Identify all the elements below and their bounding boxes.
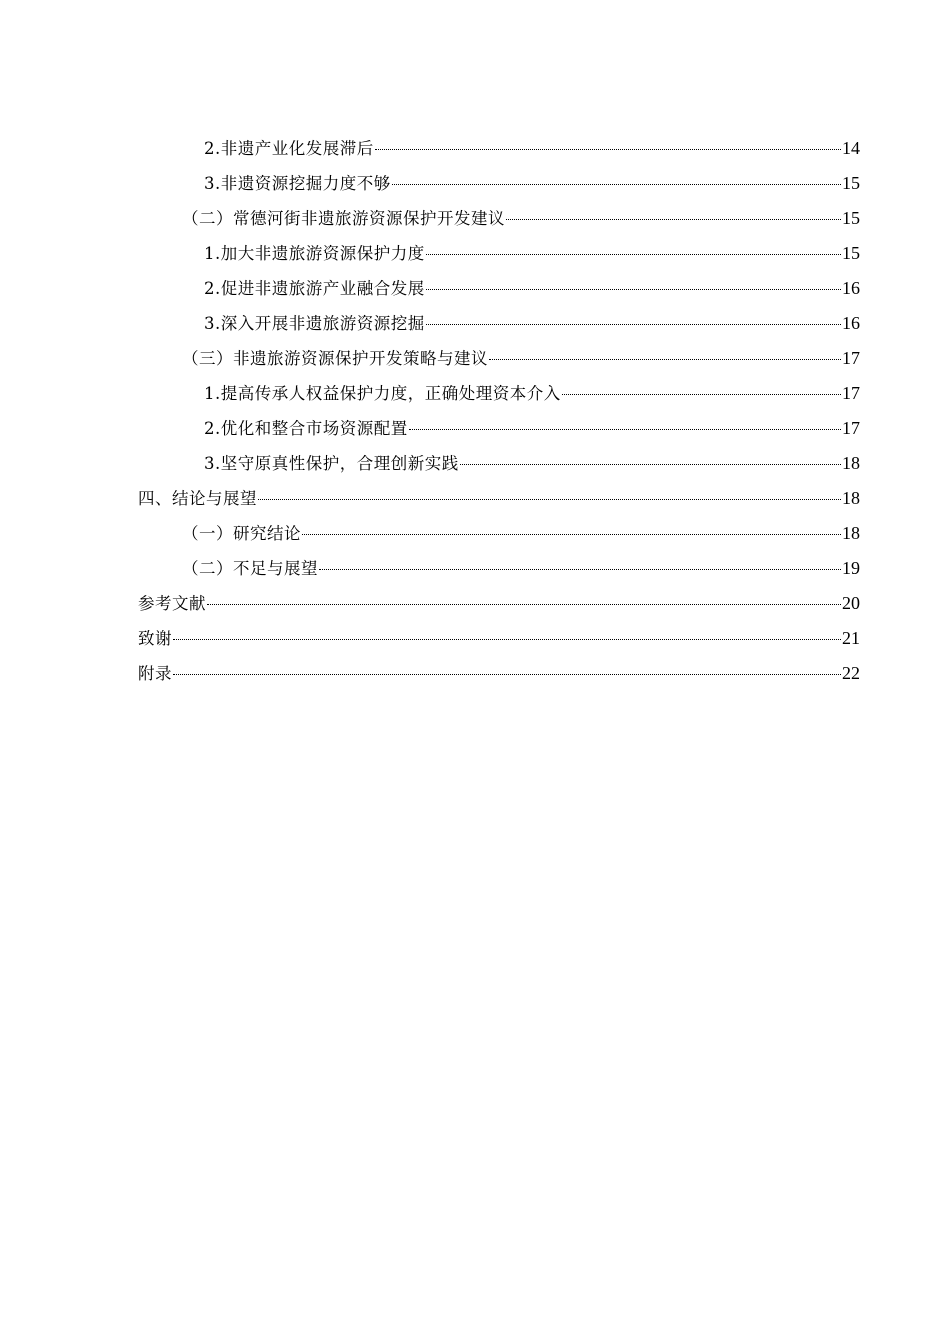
toc-entry[interactable]	[138, 166, 860, 201]
dot-leader	[562, 394, 841, 395]
toc-entry[interactable]	[138, 341, 860, 376]
toc-page-number: 14	[842, 138, 860, 158]
toc-entry-label: 3.非遗资源挖掘力度不够	[204, 174, 391, 193]
toc-page-number: 18	[842, 453, 860, 473]
toc-page-number: 22	[842, 663, 860, 683]
dot-leader	[258, 499, 841, 500]
toc-entry[interactable]	[138, 586, 860, 621]
toc-entry-label: 2.促进非遗旅游产业融合发展	[204, 279, 425, 298]
toc-entry[interactable]	[138, 376, 860, 411]
table-of-contents	[138, 131, 860, 691]
toc-entry[interactable]	[138, 656, 860, 691]
dot-leader	[489, 359, 841, 360]
toc-entry[interactable]	[138, 516, 860, 551]
toc-entry-label: 四、结论与展望	[138, 489, 257, 508]
toc-page-number: 16	[842, 313, 860, 333]
dot-leader	[506, 219, 841, 220]
dot-leader	[460, 464, 841, 465]
toc-entry-label: （二）常德河街非遗旅游资源保护开发建议	[182, 209, 505, 228]
dot-leader	[375, 149, 841, 150]
toc-page-number: 17	[842, 348, 860, 368]
toc-entry[interactable]	[138, 271, 860, 306]
dot-leader	[173, 674, 841, 675]
toc-page-number: 16	[842, 278, 860, 298]
toc-page-number: 15	[842, 173, 860, 193]
toc-page-number: 18	[842, 488, 860, 508]
toc-page-number: 19	[842, 558, 860, 578]
toc-entry[interactable]	[138, 201, 860, 236]
toc-entry[interactable]	[138, 306, 860, 341]
toc-entry-label: （二）不足与展望	[182, 559, 318, 578]
toc-entry-label: 附录	[138, 664, 172, 683]
toc-entry-label: 3.深入开展非遗旅游资源挖掘	[204, 314, 425, 333]
toc-entry-label: 1.提高传承人权益保护力度，正确处理资本介入	[204, 384, 561, 403]
toc-entry[interactable]	[138, 411, 860, 446]
toc-page-number: 17	[842, 383, 860, 403]
toc-page-number: 17	[842, 418, 860, 438]
dot-leader	[173, 639, 841, 640]
dot-leader	[319, 569, 841, 570]
toc-entry[interactable]	[138, 551, 860, 586]
toc-page-number: 15	[842, 243, 860, 263]
toc-entry-label: 2.非遗产业化发展滞后	[204, 139, 374, 158]
toc-entry[interactable]	[138, 236, 860, 271]
toc-page-number: 18	[842, 523, 860, 543]
dot-leader	[426, 289, 841, 290]
toc-entry[interactable]	[138, 446, 860, 481]
toc-entry[interactable]	[138, 481, 860, 516]
toc-entry[interactable]	[138, 621, 860, 656]
toc-entry-label: （一）研究结论	[182, 524, 301, 543]
toc-entry[interactable]	[138, 131, 860, 166]
toc-page-number: 15	[842, 208, 860, 228]
toc-entry-label: 参考文献	[138, 594, 206, 613]
toc-entry-label: 1.加大非遗旅游资源保护力度	[204, 244, 425, 263]
dot-leader	[426, 324, 841, 325]
toc-page-number: 21	[842, 628, 860, 648]
dot-leader	[207, 604, 841, 605]
toc-entry-label: 2.优化和整合市场资源配置	[204, 419, 408, 438]
toc-page-number: 20	[842, 593, 860, 613]
dot-leader	[409, 429, 841, 430]
toc-entry-label: 3.坚守原真性保护，合理创新实践	[204, 454, 459, 473]
dot-leader	[302, 534, 841, 535]
dot-leader	[426, 254, 841, 255]
dot-leader	[392, 184, 841, 185]
toc-entry-label: 致谢	[138, 629, 172, 648]
toc-entry-label: （三）非遗旅游资源保护开发策略与建议	[182, 349, 488, 368]
